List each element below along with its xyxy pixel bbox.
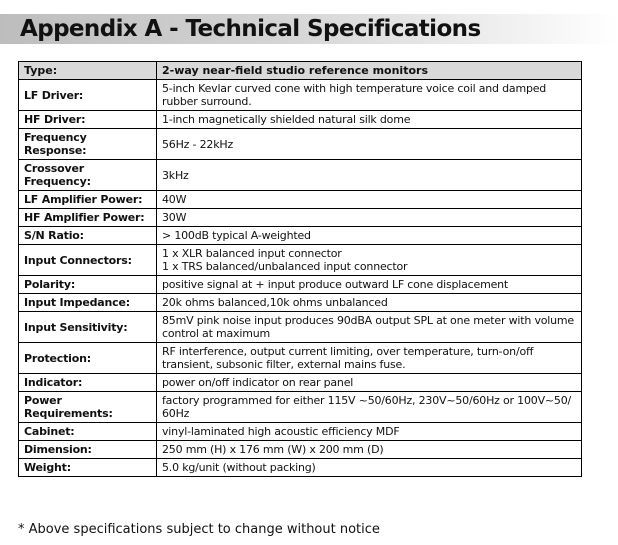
table-row bbox=[19, 111, 582, 129]
spec-label: Polarity: bbox=[19, 276, 157, 294]
spec-value: 3kHz bbox=[157, 160, 582, 191]
spec-value bbox=[157, 245, 582, 276]
spec-value-line: 1 x TRS balanced/unbalanced input connector bbox=[162, 260, 408, 273]
spec-label: Weight: bbox=[19, 459, 157, 477]
table-row bbox=[19, 80, 582, 111]
spec-table-header bbox=[19, 62, 582, 80]
spec-table bbox=[18, 61, 582, 477]
table-row bbox=[19, 160, 582, 191]
spec-label: HF Amplifier Power: bbox=[19, 209, 157, 227]
spec-value bbox=[157, 343, 582, 374]
spec-value: 5.0 kg/unit (without packing) bbox=[157, 459, 582, 477]
spec-value-line: RF interference, output current limiting, over temperature, turn-on/off bbox=[162, 345, 534, 358]
spec-value-line: transient, subsonic filter, external mains fuse. bbox=[162, 358, 406, 371]
table-row bbox=[19, 209, 582, 227]
spec-value bbox=[157, 80, 582, 111]
header-value: 2-way near-field studio reference monitors bbox=[157, 62, 582, 80]
spec-value-line: 1 x XLR balanced input connector bbox=[162, 247, 342, 260]
table-row bbox=[19, 312, 582, 343]
spec-label: Crossover Frequency: bbox=[19, 160, 157, 191]
spec-label: Cabinet: bbox=[19, 423, 157, 441]
table-row bbox=[19, 191, 582, 209]
spec-value bbox=[157, 312, 582, 343]
spec-label: Input Impedance: bbox=[19, 294, 157, 312]
spec-value-line: factory programmed for either 115V ~50/60Hz, 230V~50/60Hz or 100V~50/ bbox=[162, 394, 572, 407]
spec-label: LF Driver: bbox=[19, 80, 157, 111]
spec-value: > 100dB typical A-weighted bbox=[157, 227, 582, 245]
table-row bbox=[19, 294, 582, 312]
spec-value: positive signal at + input produce outward LF cone displacement bbox=[157, 276, 582, 294]
table-row bbox=[19, 129, 582, 160]
table-row bbox=[19, 276, 582, 294]
spec-label: Frequency Response: bbox=[19, 129, 157, 160]
spec-value: 250 mm (H) x 176 mm (W) x 200 mm (D) bbox=[157, 441, 582, 459]
spec-value: 40W bbox=[157, 191, 582, 209]
spec-label: Input Connectors: bbox=[19, 245, 157, 276]
spec-value: 56Hz - 22kHz bbox=[157, 129, 582, 160]
spec-value-line: 5-inch Kevlar curved cone with high temperature voice coil and damped bbox=[162, 82, 547, 95]
table-row bbox=[19, 441, 582, 459]
spec-label: S/N Ratio: bbox=[19, 227, 157, 245]
spec-label: Power Requirements: bbox=[19, 392, 157, 423]
table-row bbox=[19, 374, 582, 392]
spec-value-line: 60Hz bbox=[162, 407, 190, 420]
table-row bbox=[19, 423, 582, 441]
page-title: Appendix A - Technical Specifications bbox=[20, 16, 481, 42]
spec-value-line: rubber surround. bbox=[162, 95, 252, 108]
spec-value-line: control at maximum bbox=[162, 327, 271, 340]
footnote: * Above specifications subject to change without notice bbox=[18, 522, 380, 537]
spec-value: power on/off indicator on rear panel bbox=[157, 374, 582, 392]
spec-label: Protection: bbox=[19, 343, 157, 374]
table-row bbox=[19, 227, 582, 245]
spec-label: Input Sensitivity: bbox=[19, 312, 157, 343]
spec-value: 1-inch magnetically shielded natural silk dome bbox=[157, 111, 582, 129]
spec-value bbox=[157, 392, 582, 423]
table-row bbox=[19, 343, 582, 374]
spec-label: Indicator: bbox=[19, 374, 157, 392]
spec-label: Dimension: bbox=[19, 441, 157, 459]
spec-value: vinyl-laminated high acoustic efficiency MDF bbox=[157, 423, 582, 441]
spec-label: LF Amplifier Power: bbox=[19, 191, 157, 209]
table-row bbox=[19, 459, 582, 477]
spec-value: 30W bbox=[157, 209, 582, 227]
spec-label: HF Driver: bbox=[19, 111, 157, 129]
table-row bbox=[19, 245, 582, 276]
spec-value-line: 85mV pink noise input produces 90dBA output SPL at one meter with volume bbox=[162, 314, 574, 327]
header-label: Type: bbox=[19, 62, 157, 80]
table-row bbox=[19, 392, 582, 423]
spec-value: 20k ohms balanced,10k ohms unbalanced bbox=[157, 294, 582, 312]
